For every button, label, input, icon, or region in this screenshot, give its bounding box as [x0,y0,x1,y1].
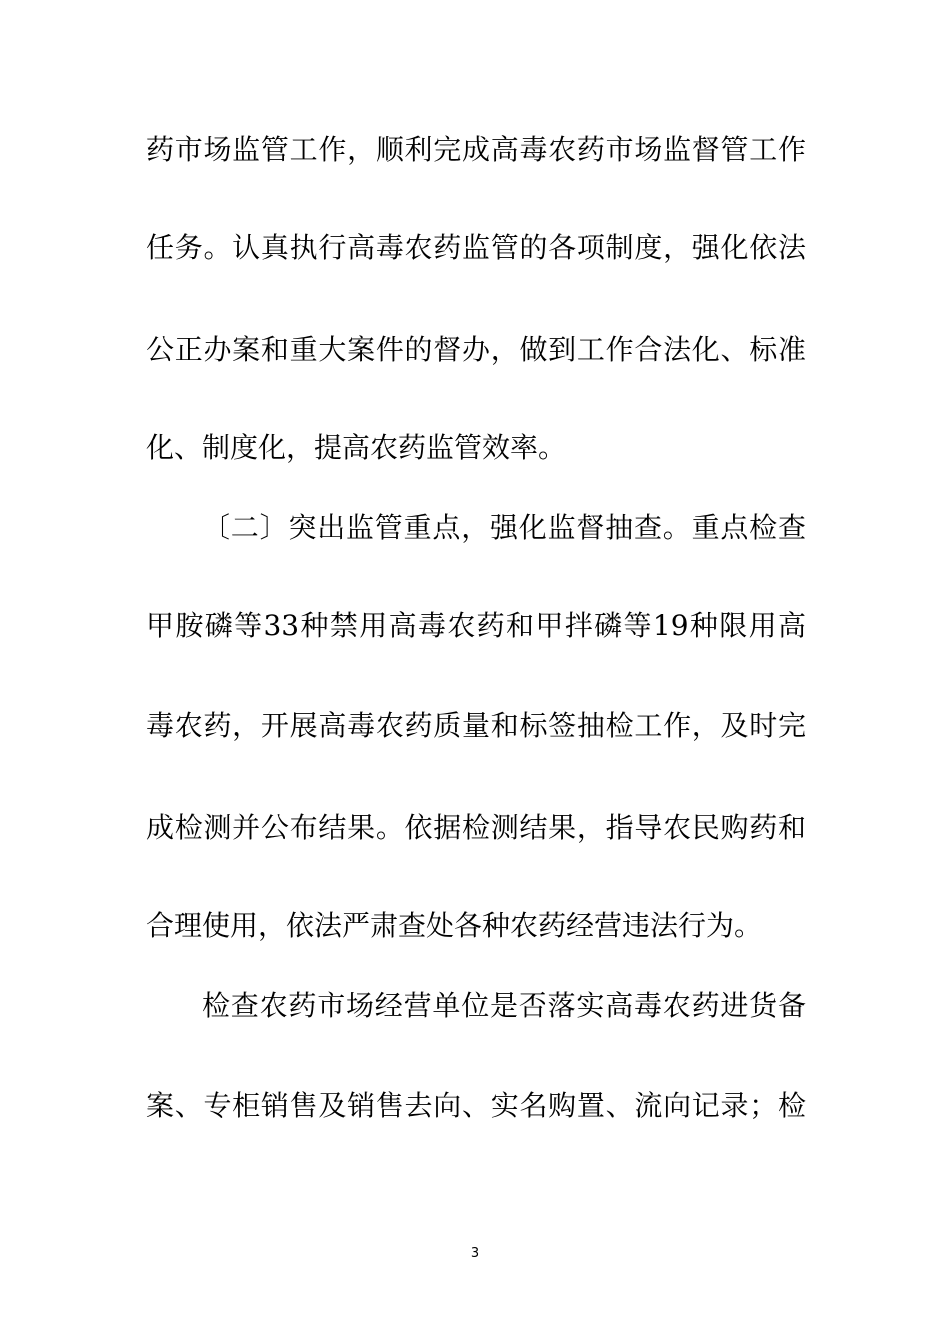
page-number: 3 [470,1246,480,1261]
text-line: 合理使用，依法严肃查处各种农药经营违法行为。 [146,909,763,942]
text-line: 公正办案和重大案件的督办，做到工作合法化、标准 [146,333,806,366]
text-line: 任务。认真执行高毒农药监管的各项制度，强化依法 [146,231,806,264]
text-line: 毒农药，开展高毒农药质量和标签抽检工作，及时完 [146,709,806,742]
text-line: 成检测并公布结果。依据检测结果，指导农民购药和 [146,811,806,844]
text-line: 〔二〕突出监管重点，强化监督抽查。重点检查 [202,511,806,544]
text-line: 案、专柜销售及销售去向、实名购置、流向记录；检 [146,1089,806,1122]
text-line: 甲胺磷等33种禁用高毒农药和甲拌磷等19种限用高 [146,609,806,642]
text-line: 药市场监管工作，顺利完成高毒农药市场监督管工作 [146,133,806,166]
text-line: 化、制度化，提高农药监管效率。 [146,431,567,464]
text-line: 检查农药市场经营单位是否落实高毒农药进货备 [202,989,806,1022]
